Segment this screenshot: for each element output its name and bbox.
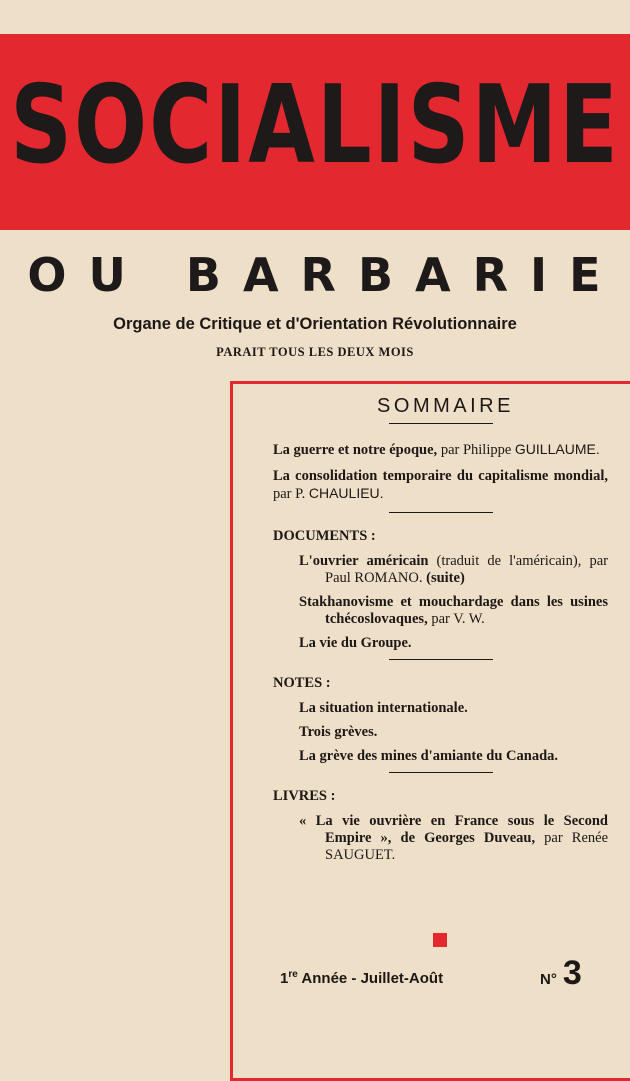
section-notes-label: NOTES : [273,675,331,691]
article-title: L'ouvrier américain [299,553,429,569]
article-title: La situation internationale. [299,700,468,716]
masthead-title-bottom: OU BARBARIE [27,248,623,302]
article-title: Trois grèves. [299,724,378,740]
toc-entry [273,441,608,459]
edition-suffix: re [288,969,298,980]
toc-entry [299,700,608,717]
article-by: par Philippe [437,442,512,458]
toc-entry [299,635,608,652]
article-title: La grève des mines d'amiante du Canada. [299,748,559,764]
article-author: GUILLAUME. [514,441,600,457]
divider [389,659,493,660]
edition-number: 1 [280,970,289,987]
divider [389,772,493,773]
toc-entry [273,468,608,503]
article-title: « La vie ouvrière en France sous le Second Empire », de Georges Duveau, [299,813,608,846]
issue-number [540,954,582,993]
masthead-title-top: SOCIALISME [10,63,620,189]
article-by: par Renée SAUGUET. [325,830,608,863]
toc-entry [299,748,608,765]
toc-entry [299,724,608,741]
toc-entry [299,553,608,587]
toc-heading: SOMMAIRE [377,395,514,417]
article-author: CHAULIEU. [308,485,384,501]
publication-frequency: PARAIT TOUS LES DEUX MOIS [216,345,414,359]
article-note: (suite) [426,570,465,586]
toc-entry [299,594,608,628]
article-title: La vie du Groupe. [299,635,412,651]
article-title: La guerre et notre époque, [273,442,438,458]
article-by: par V. W. [427,611,485,627]
toc-entry [299,813,608,864]
section-documents-label: DOCUMENTS : [273,528,376,544]
article-title: La consolidation temporaire du capitalisme mondial, [273,468,608,484]
article-by: par P. [273,486,309,502]
table-of-contents [273,395,608,871]
issue-number-label: N° [540,971,557,988]
article-title: Stakhanovisme et mouchardage dans les usines tchécoslovaques, [299,594,608,627]
divider [389,512,493,513]
divider [389,423,493,424]
section-livres-label: LIVRES : [273,788,336,804]
issue-number-value: 3 [562,954,582,992]
article-by: (traduit de l'américain), par Paul ROMANO. [325,553,608,586]
masthead-subtitle: Organe de Critique et d'Orientation Révolutionnaire [113,315,517,333]
edition-info [280,969,443,987]
red-square-ornament [433,933,447,947]
edition-date: Année - Juillet-Août [297,970,444,987]
